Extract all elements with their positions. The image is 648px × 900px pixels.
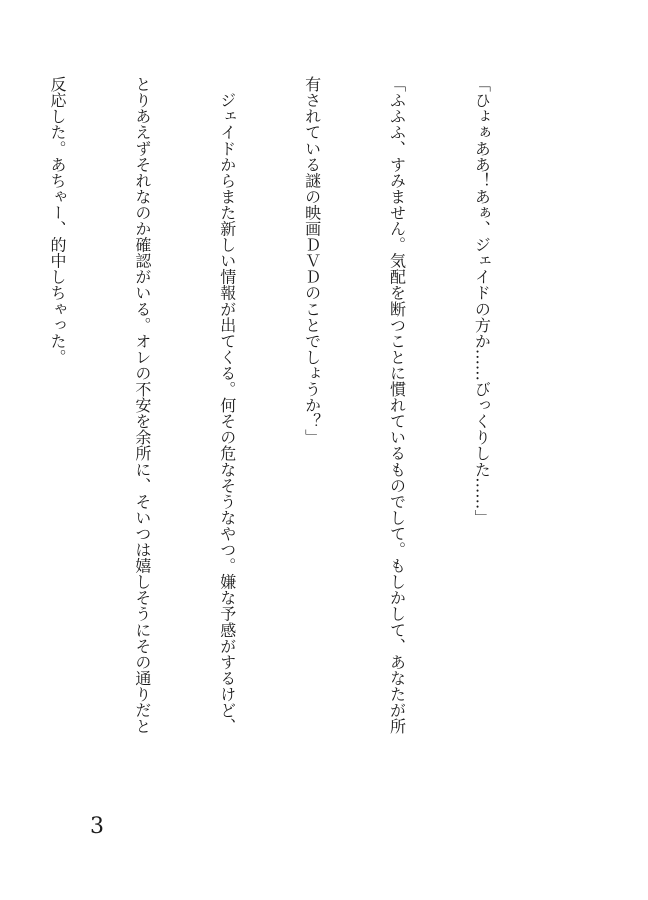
text-line: 「ふふふ、すみません。気配を断つことに慣れているものでして。もしかして、あなたが所 [387,76,407,735]
page-number: 3 [90,814,104,839]
text-line: 「ひょぁああ！あぁ、ジェイドの方か……びっくりした……」 [472,76,492,526]
text-line: 反応した。あちゃー、的中しちゃった。 [47,76,67,365]
body-text [47,76,552,806]
text-line: とりあえずそれなのか確認がいる。オレの不安を余所に、そいつは嬉しそうにその通りだと [132,76,152,735]
text-line: ジェイドからまた新しい情報が出てくる。何その危なそうなやつ。嫌な予感がするけど、 [217,76,237,735]
text-line: 有されている謎の映画ＤＶＤのことでしょうか？」 [302,76,322,446]
